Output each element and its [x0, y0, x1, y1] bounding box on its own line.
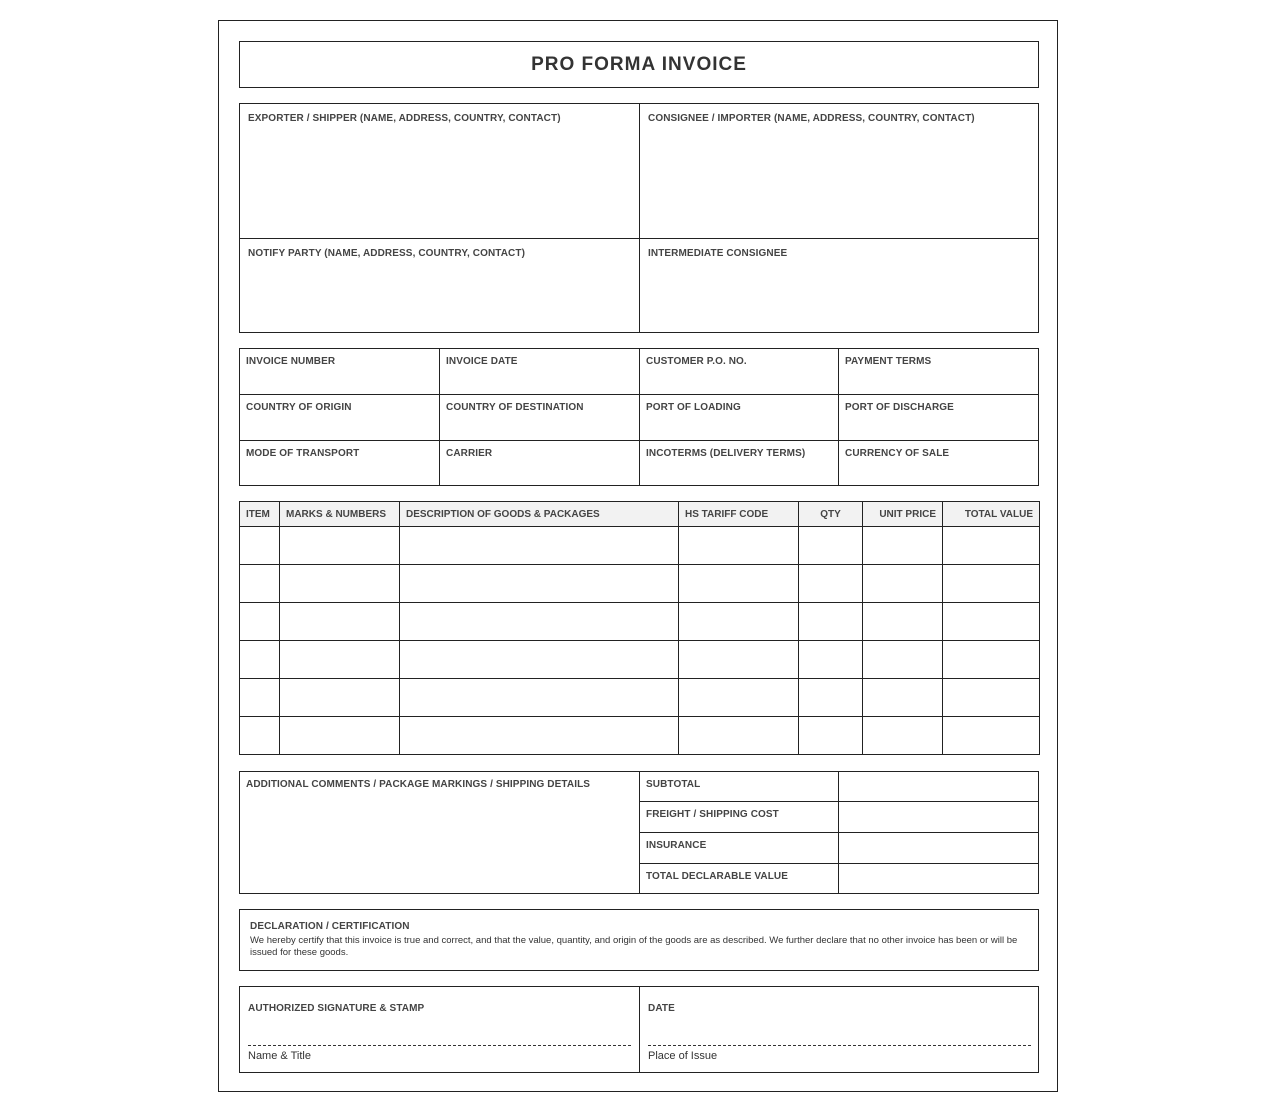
- table-row: [240, 679, 1040, 717]
- hs-code-cell[interactable]: [679, 603, 799, 641]
- unit-price-cell[interactable]: [863, 527, 943, 565]
- port-of-loading-label: PORT OF LOADING: [646, 402, 741, 413]
- qty-cell[interactable]: [799, 679, 863, 717]
- notify-party-field[interactable]: [240, 264, 639, 332]
- intermediate-consignee-label: INTERMEDIATE CONSIGNEE: [648, 248, 788, 259]
- title-box: [239, 41, 1039, 88]
- incoterms-label: INCOTERMS (DELIVERY TERMS): [646, 448, 806, 459]
- table-row: [240, 565, 1040, 603]
- col-qty: QTY: [799, 502, 863, 527]
- col-total-value: TOTAL VALUE: [943, 502, 1040, 527]
- item-cell[interactable]: [240, 603, 280, 641]
- marks-cell[interactable]: [280, 679, 400, 717]
- description-cell[interactable]: [400, 565, 679, 603]
- item-cell[interactable]: [240, 527, 280, 565]
- col-hs-tariff-code: HS TARIFF CODE: [679, 502, 799, 527]
- unit-price-cell[interactable]: [863, 679, 943, 717]
- unit-price-cell[interactable]: [863, 717, 943, 755]
- insurance-label: INSURANCE: [646, 840, 707, 851]
- total-declarable-value-label: TOTAL DECLARABLE VALUE: [646, 871, 789, 882]
- comments-totals-box: [239, 771, 1039, 894]
- marks-cell[interactable]: [280, 527, 400, 565]
- currency-of-sale-label: CURRENCY OF SALE: [845, 448, 950, 459]
- description-cell[interactable]: [400, 717, 679, 755]
- table-row: [240, 717, 1040, 755]
- goods-header-row: [240, 502, 1040, 527]
- total-value-cell[interactable]: [943, 565, 1040, 603]
- table-row: [240, 527, 1040, 565]
- invoice-date-label: INVOICE DATE: [446, 356, 518, 367]
- hs-code-cell[interactable]: [679, 717, 799, 755]
- insurance-field[interactable]: [839, 833, 1038, 863]
- item-cell[interactable]: [240, 679, 280, 717]
- unit-price-cell[interactable]: [863, 565, 943, 603]
- name-title-label: Name & Title: [248, 1050, 311, 1062]
- port-of-discharge-label: PORT OF DISCHARGE: [845, 402, 954, 413]
- qty-cell[interactable]: [799, 641, 863, 679]
- total-value-cell[interactable]: [943, 641, 1040, 679]
- description-cell[interactable]: [400, 641, 679, 679]
- total-declarable-value-field[interactable]: [839, 864, 1038, 893]
- table-row: [240, 603, 1040, 641]
- declaration-heading: DECLARATION / CERTIFICATION: [250, 921, 410, 932]
- country-of-origin-label: COUNTRY OF ORIGIN: [246, 402, 352, 413]
- signature-label: AUTHORIZED SIGNATURE & STAMP: [248, 1003, 425, 1014]
- hs-code-cell[interactable]: [679, 565, 799, 603]
- item-cell[interactable]: [240, 717, 280, 755]
- carrier-label: CARRIER: [446, 448, 493, 459]
- hs-code-cell[interactable]: [679, 527, 799, 565]
- description-cell[interactable]: [400, 527, 679, 565]
- item-cell[interactable]: [240, 565, 280, 603]
- col-item: ITEM: [240, 502, 280, 527]
- mode-of-transport-label: MODE OF TRANSPORT: [246, 448, 360, 459]
- marks-cell[interactable]: [280, 717, 400, 755]
- hs-code-cell[interactable]: [679, 679, 799, 717]
- payment-terms-label: PAYMENT TERMS: [845, 356, 932, 367]
- place-of-issue-label: Place of Issue: [648, 1050, 718, 1062]
- col-description: DESCRIPTION OF GOODS & PACKAGES: [400, 502, 679, 527]
- country-of-destination-label: COUNTRY OF DESTINATION: [446, 402, 584, 413]
- marks-cell[interactable]: [280, 641, 400, 679]
- shipment-details-grid: [239, 348, 1039, 486]
- signature-box: [239, 986, 1039, 1073]
- qty-cell[interactable]: [799, 603, 863, 641]
- freight-label: FREIGHT / SHIPPING COST: [646, 809, 779, 820]
- total-value-cell[interactable]: [943, 527, 1040, 565]
- consignee-label: CONSIGNEE / IMPORTER (NAME, ADDRESS, COUNTRY, CONTACT): [648, 113, 975, 124]
- qty-cell[interactable]: [799, 717, 863, 755]
- intermediate-consignee-field[interactable]: [640, 264, 1038, 332]
- declaration-text: We hereby certify that this invoice is true and correct, and that the value, quantity, and origin of the goods are as described. We further declare that no other invoice has been or will be issued for these goods.: [250, 935, 1018, 958]
- total-value-cell[interactable]: [943, 679, 1040, 717]
- item-cell[interactable]: [240, 641, 280, 679]
- col-unit-price: UNIT PRICE: [863, 502, 943, 527]
- qty-cell[interactable]: [799, 527, 863, 565]
- comments-field[interactable]: [240, 794, 639, 893]
- freight-field[interactable]: [839, 802, 1038, 832]
- declaration-box: [239, 909, 1039, 971]
- consignee-field[interactable]: [640, 129, 1038, 238]
- parties-box: [239, 103, 1039, 333]
- goods-table-wrapper: [239, 501, 1039, 755]
- page-title: PRO FORMA INVOICE: [531, 54, 747, 75]
- exporter-field[interactable]: [240, 129, 639, 238]
- date-label: DATE: [648, 1003, 675, 1014]
- unit-price-cell[interactable]: [863, 641, 943, 679]
- marks-cell[interactable]: [280, 565, 400, 603]
- total-value-cell[interactable]: [943, 603, 1040, 641]
- hs-code-cell[interactable]: [679, 641, 799, 679]
- total-value-cell[interactable]: [943, 717, 1040, 755]
- description-cell[interactable]: [400, 679, 679, 717]
- date-line[interactable]: [648, 1045, 1031, 1046]
- invoice-page: [218, 20, 1058, 1092]
- description-cell[interactable]: [400, 603, 679, 641]
- notify-party-label: NOTIFY PARTY (NAME, ADDRESS, COUNTRY, CONTACT): [248, 248, 526, 259]
- qty-cell[interactable]: [799, 565, 863, 603]
- customer-po-label: CUSTOMER P.O. NO.: [646, 356, 747, 367]
- unit-price-cell[interactable]: [863, 603, 943, 641]
- goods-table: [239, 501, 1040, 755]
- exporter-label: EXPORTER / SHIPPER (NAME, ADDRESS, COUNTRY, CONTACT): [248, 113, 561, 124]
- invoice-number-label: INVOICE NUMBER: [246, 356, 336, 367]
- comments-label: ADDITIONAL COMMENTS / PACKAGE MARKINGS / SHIPPING DETAILS: [246, 779, 591, 790]
- subtotal-label: SUBTOTAL: [646, 779, 701, 790]
- marks-cell[interactable]: [280, 603, 400, 641]
- signature-line[interactable]: [248, 1045, 631, 1046]
- subtotal-field[interactable]: [839, 772, 1038, 801]
- col-marks-numbers: MARKS & NUMBERS: [280, 502, 400, 527]
- table-row: [240, 641, 1040, 679]
